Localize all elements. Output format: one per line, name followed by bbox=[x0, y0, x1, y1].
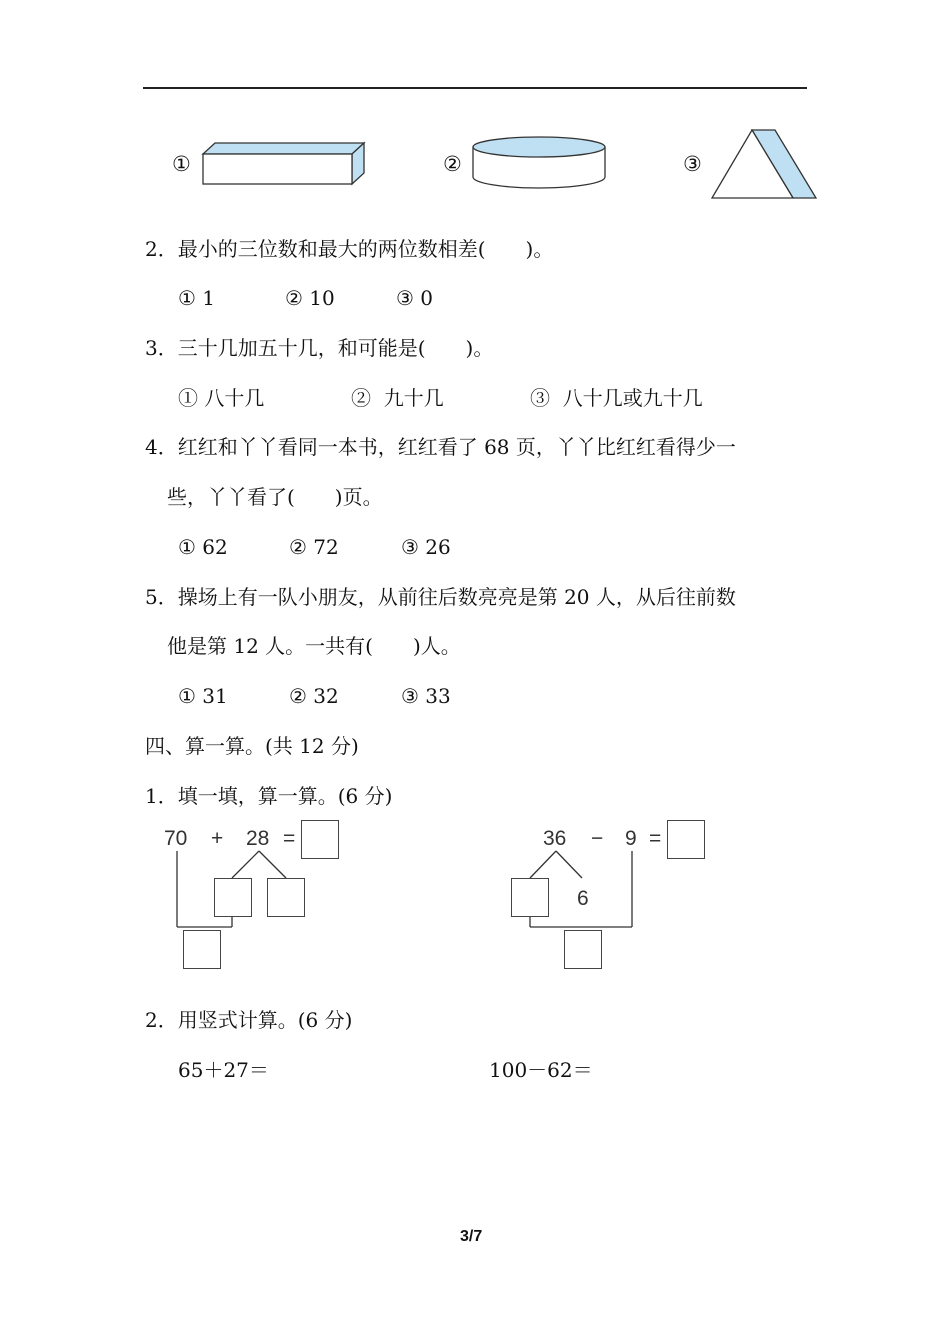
calc-1-step-box[interactable] bbox=[183, 930, 221, 969]
question-5-stem-line-1: 5．操场上有一队小朋友，从前往后数亮亮是第 20 人，从后往前数 bbox=[145, 585, 736, 609]
question-3-option-2: ② 九十几 bbox=[351, 386, 444, 410]
calc-1-split-box-left[interactable] bbox=[214, 878, 252, 917]
question-2-option-3: ③ 0 bbox=[396, 286, 434, 310]
question-4-stem-line-1: 4．红红和丫丫看同一本书，红红看了 68 页，丫丫比红红看得少一 bbox=[145, 435, 736, 459]
page-separator: / bbox=[468, 1228, 474, 1245]
calc-1-split-box-right[interactable] bbox=[267, 878, 305, 917]
question-2-stem: 2．最小的三位数和最大的两位数相差( )。 bbox=[145, 237, 554, 261]
question-4-stem-line-2: 些，丫丫看了( )页。 bbox=[167, 485, 383, 509]
question-4-option-2: ② 72 bbox=[289, 535, 339, 559]
question-5-option-1: ① 31 bbox=[178, 684, 228, 708]
vertical-calc-expr-1: 65＋27＝ bbox=[178, 1058, 269, 1082]
calc-1-operator: + bbox=[211, 827, 224, 850]
question-2-option-1: ① 1 bbox=[178, 286, 216, 310]
question-4-option-1: ① 62 bbox=[178, 535, 228, 559]
calc-2-given-part: 6 bbox=[577, 887, 589, 910]
question-2-option-2: ② 10 bbox=[285, 286, 335, 310]
question-4-option-3: ③ 26 bbox=[401, 535, 451, 559]
shape-label-2: ② bbox=[443, 152, 462, 176]
question-5-stem-line-2: 他是第 12 人。一共有( )人。 bbox=[167, 634, 461, 658]
cuboid-figure bbox=[198, 140, 370, 188]
shape-label-1: ① bbox=[172, 152, 191, 176]
calc-2-step-box[interactable] bbox=[564, 930, 602, 969]
question-5-option-3: ③ 33 bbox=[401, 684, 451, 708]
page-current: 3 bbox=[460, 1228, 469, 1245]
calc-1-operand-b: 28 bbox=[246, 827, 270, 850]
question-5-option-2: ② 32 bbox=[289, 684, 339, 708]
shape-label-3: ③ bbox=[683, 152, 702, 176]
page-number bbox=[460, 1228, 482, 1246]
calc-2-equals: = bbox=[649, 827, 662, 850]
question-3-stem: 3．三十几加五十几，和可能是( )。 bbox=[145, 336, 494, 360]
calc-1-operand-a: 70 bbox=[164, 827, 188, 850]
cylinder-figure bbox=[470, 133, 610, 191]
section-4-title: 四、算一算。(共 12 分) bbox=[145, 734, 359, 758]
calc-2-operator: − bbox=[591, 827, 604, 850]
calc-2-answer-box[interactable] bbox=[667, 820, 705, 859]
calc-2-split-box-left[interactable] bbox=[511, 878, 549, 917]
vertical-calc-expr-2: 100－62＝ bbox=[489, 1058, 593, 1082]
question-3-option-1: ① 八十几 bbox=[178, 386, 265, 410]
section-4-part-1-title: 1．填一填，算一算。(6 分) bbox=[145, 784, 393, 808]
triangular-prism-figure bbox=[708, 126, 824, 202]
question-3-option-3: ③ 八十几或九十几 bbox=[530, 386, 703, 410]
section-4-part-2-title: 2．用竖式计算。(6 分) bbox=[145, 1008, 353, 1032]
calc-2-operand-b: 9 bbox=[625, 827, 637, 850]
header-rule bbox=[143, 87, 807, 89]
page-total: 7 bbox=[473, 1228, 483, 1245]
calc-1-equals: = bbox=[283, 827, 296, 850]
calc-2-operand-a: 36 bbox=[543, 827, 567, 850]
